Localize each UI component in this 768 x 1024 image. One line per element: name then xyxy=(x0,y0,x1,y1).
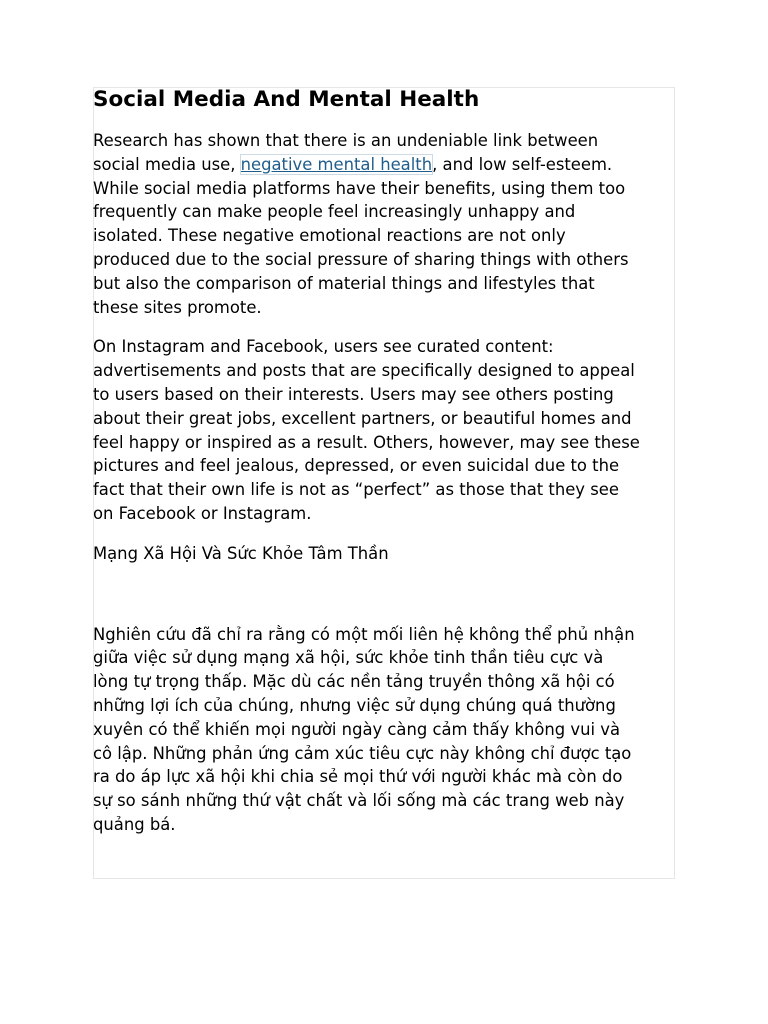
text-line: produced due to the social pressure of sharing things with others xyxy=(93,249,629,269)
text-line: lòng tự trọng thấp. Mặc dù các nền tảng truyền thông xã hội có xyxy=(93,672,615,692)
text-line: xuyên có thể khiến mọi người ngày càng cảm thấy không vui và xyxy=(93,719,620,739)
text-line: but also the comparison of material things and lifestyles that xyxy=(93,273,595,293)
text-line: these sites promote. xyxy=(93,297,262,317)
text-line: pictures and feel jealous, depressed, or even suicidal due to the xyxy=(93,456,620,476)
text-span: social media use, xyxy=(93,154,241,174)
text-line: sự so sánh những thứ vật chất và lối sống mà các trang web này xyxy=(93,791,625,811)
text-line: quảng bá. xyxy=(93,814,176,834)
paragraph-english-2 xyxy=(93,335,678,525)
text-line: advertisements and posts that are specifically designed to appeal xyxy=(93,361,635,381)
text-line: fact that their own life is not as “perfect” as those that they see xyxy=(93,480,619,500)
text-line: cô lập. Những phản ứng cảm xúc tiêu cực này không chỉ được tạo xyxy=(93,743,632,763)
text-line: to users based on their interests. Users may see others posting xyxy=(93,384,614,404)
text-line xyxy=(93,153,678,177)
text-line: những lợi ích của chúng, nhưng việc sử dụng chúng quá thường xyxy=(93,695,616,715)
text-line: On Instagram and Facebook, users see curated content: xyxy=(93,337,554,357)
document-body xyxy=(93,85,678,853)
paragraph-english-1 xyxy=(93,129,678,319)
text-line: Research has shown that there is an undeniable link between xyxy=(93,131,599,150)
text-line: giữa việc sử dụng mạng xã hội, sức khỏe tinh thần tiêu cực và xyxy=(93,648,604,668)
negative-mental-health-link[interactable]: negative mental health xyxy=(240,154,433,174)
paragraph-vietnamese-1 xyxy=(93,623,678,837)
text-line: isolated. These negative emotional reactions are not only xyxy=(93,226,566,246)
text-line: Nghiên cứu đã chỉ ra rằng có một mối liên hệ không thể phủ nhận xyxy=(93,624,635,644)
text-line: about their great jobs, excellent partners, or beautiful homes and xyxy=(93,408,632,428)
document-title: Social Media And Mental Health xyxy=(93,87,480,112)
text-line: While social media platforms have their benefits, using them too xyxy=(93,178,626,198)
text-line: on Facebook or Instagram. xyxy=(93,503,312,523)
text-line: ra do áp lực xã hội khi chia sẻ mọi thứ với người khác mà còn do xyxy=(93,767,623,787)
vietnamese-title: Mạng Xã Hội Và Sức Khỏe Tâm Thần xyxy=(93,543,389,563)
text-span: , and low self-esteem. xyxy=(432,154,613,174)
text-line: frequently can make people feel increasingly unhappy and xyxy=(93,202,576,222)
text-line: feel happy or inspired as a result. Others, however, may see these xyxy=(93,432,640,452)
